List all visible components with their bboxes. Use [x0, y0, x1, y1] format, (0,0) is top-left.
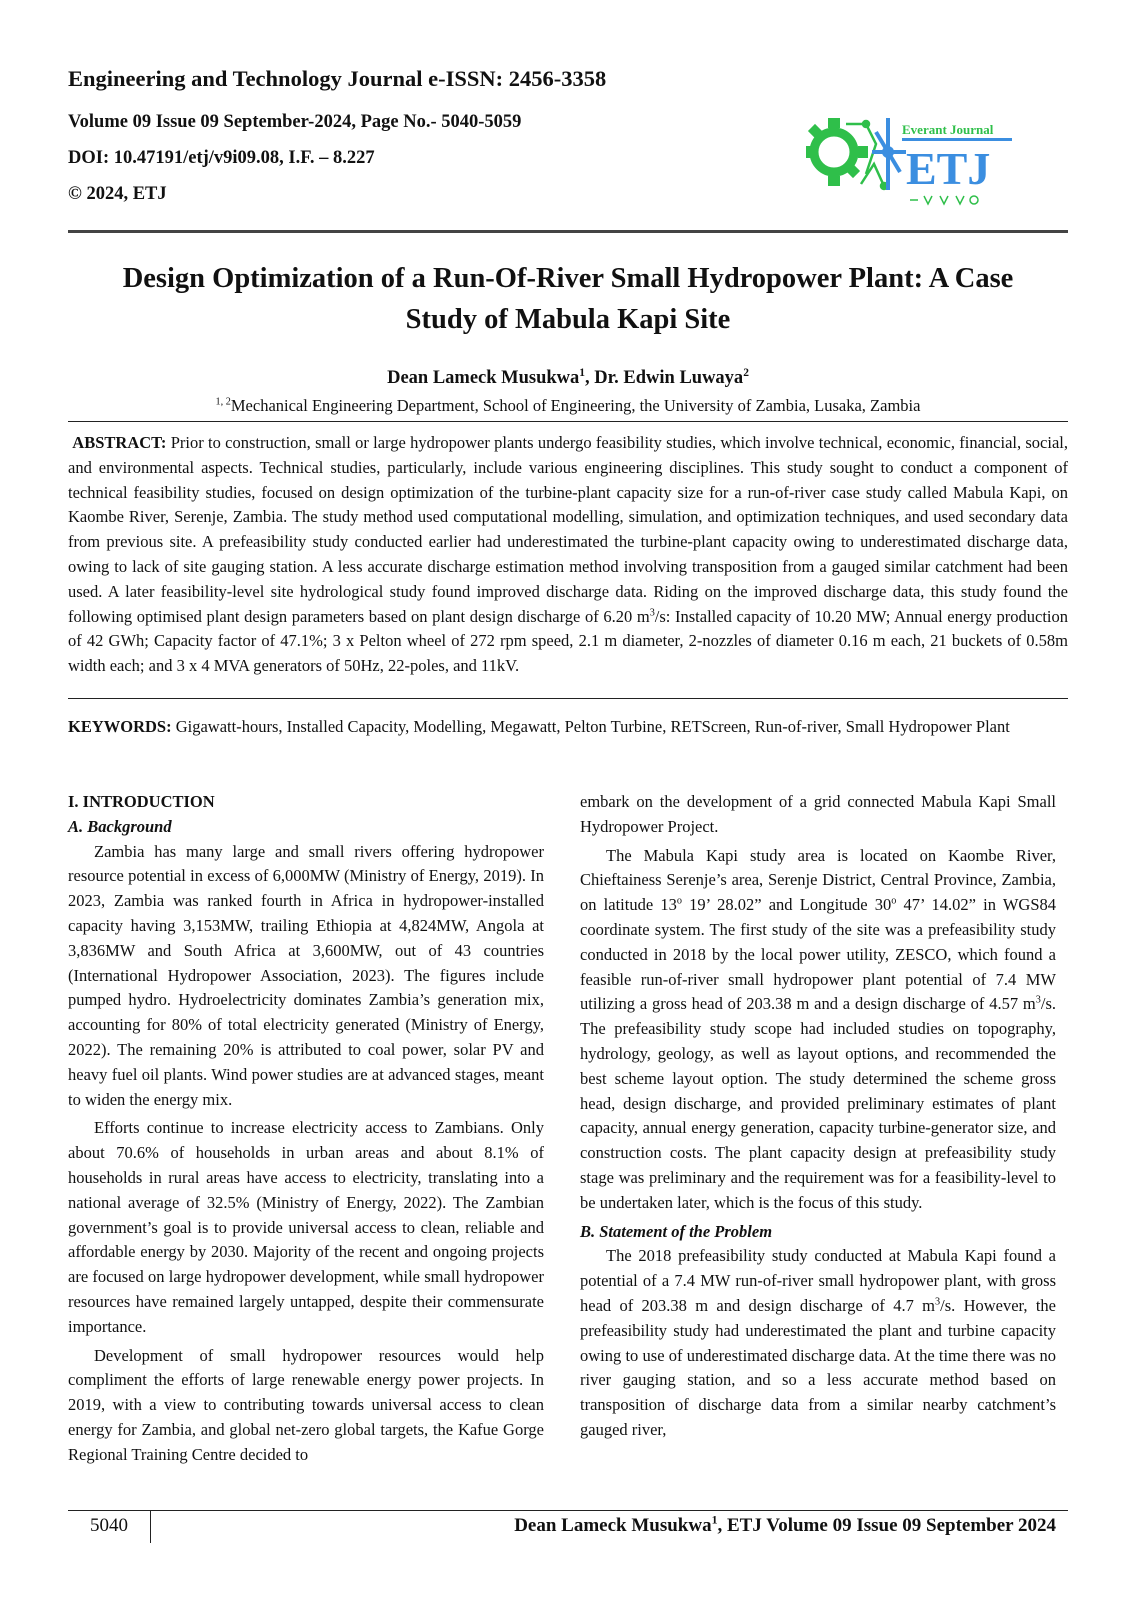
- abstract-top-rule: [68, 421, 1068, 422]
- r2-a: The Mabula Kapi study area is located on Kaombe River, Chieftainess Serenje’s area, Serenje District, Central Province, Zambia, on latitude 13: [580, 845, 1056, 915]
- author-1: Dean Lameck Musukwa: [387, 368, 580, 388]
- r2-b: 19’ 28.02” and Longitude 30: [681, 895, 892, 915]
- affiliation-sup: 1, 2: [215, 396, 231, 408]
- abstract-text-b: /s: Installed capacity of 10.20 MW; Annual energy production of 42 GWh; Capacity factor of 47.1%; 3 x Pelton wheel of 272 rpm speed, 2.1 m diameter, 2-nozzles of diameter 0.16 m each, 21 buckets of 0.58m width each; and 3 x 4 MVA generators of 50Hz, 22-poles, and 11kV.: [68, 606, 1068, 676]
- title-line-2: Study of Mabula Kapi Site: [405, 304, 731, 336]
- keywords-text: Gigawatt-hours, Installed Capacity, Modelling, Megawatt, Pelton Turbine, RETScreen, Run-of-river, Small Hydropower Plant: [171, 717, 1010, 736]
- volume-info: Volume 09 Issue 09 September-2024, Page No.- 5040-5059: [68, 111, 522, 132]
- etj-logo: [806, 104, 1018, 214]
- degree-mark-2: o: [891, 895, 897, 907]
- author-2: , Dr. Edwin Luwaya: [585, 368, 744, 388]
- left-column: [68, 790, 544, 1468]
- author-1-sup: 1: [579, 366, 586, 379]
- degree-mark-1: o: [676, 895, 682, 907]
- r2-sup: 3: [1035, 994, 1041, 1006]
- authors: [68, 368, 1068, 389]
- logo-top-text: Everant Journal: [902, 122, 994, 137]
- right-column: [580, 790, 1056, 1443]
- subsection-heading-background: A. Background: [68, 816, 172, 836]
- author-2-sup: 2: [743, 366, 749, 379]
- footer-rest: , ETJ Volume 09 Issue 09 September 2024: [717, 1515, 1056, 1536]
- subsection-heading-problem: B. Statement of the Problem: [580, 1221, 773, 1241]
- section-heading-introduction: I. INTRODUCTION: [68, 792, 215, 811]
- paragraph-1: Zambia has many large and small rivers offering hydropower resource potential in excess of 6,000MW (Ministry of Energy, 2019). In 2023, Zambia was ranked fourth in Africa in hydropower-installed capacity having 3,153MW, trailing Ethiopia at 4,824MW, Angola at 3,836MW and South Africa at 3,600MW, out of 43 countries (International Hydropower Association, 2023). The figures include pumped hydro. Hydroelectricity dominates Zambia’s generation mix, accounting for 80% of total electricity generated (Ministry of Energy, 2022). The remaining 20% is attributed to coal power, solar PV and heavy fuel oil plants. Wind power studies are at advanced stages, meant to widen the energy mix.: [68, 841, 544, 1109]
- footer-rule: [68, 1510, 1068, 1511]
- header-rule: [68, 230, 1068, 233]
- footer-author: Dean Lameck Musukwa: [514, 1515, 712, 1536]
- paper-title: [68, 258, 1068, 341]
- r3-sup: 3: [935, 1296, 941, 1308]
- doi-info: DOI: 10.47191/etj/v9i09.08, I.F. – 8.227: [68, 148, 375, 169]
- abstract: [68, 431, 1068, 679]
- logo-main-text: ETJ: [906, 143, 991, 194]
- abstract-label: ABSTRACT:: [72, 433, 167, 452]
- paragraph-r1: embark on the development of a grid connected Mabula Kapi Small Hydropower Project.: [580, 792, 1056, 836]
- abstract-bottom-rule: [68, 698, 1068, 699]
- r3-b: /s. However, the prefeasibility study had underestimated the plant and turbine capacity owing to use of underestimated discharge data. At the time there was no river gauging station, and so a less accurate method based on transposition of discharge data from a similar nearby catchment’s gauged river,: [580, 1295, 1056, 1439]
- copyright: © 2024, ETJ: [68, 184, 167, 205]
- title-line-1: Design Optimization of a Run-Of-River Small Hydropower Plant: A Case: [122, 263, 1014, 294]
- keywords-label: KEYWORDS:: [68, 717, 172, 736]
- keywords: [68, 715, 1068, 740]
- footer-divider: [150, 1511, 151, 1543]
- paragraph-2: Efforts continue to increase electricity access to Zambians. Only about 70.6% of households in urban areas and about 8.1% of households in rural areas have access to electricity, translating into a national average of 32.5% (Ministry of Energy, 2022). The Zambian government’s goal is to provide universal access to clean, reliable and affordable energy by 2030. Majority of the recent and ongoing projects are focused on large hydropower development, while small hydropower resources have remained largely untapped, despite their commensurate importance.: [68, 1118, 544, 1336]
- page-number: 5040: [90, 1515, 128, 1536]
- journal-name: Engineering and Technology Journal e-ISSN: 2456-3358: [68, 66, 607, 91]
- journal-header: [68, 66, 708, 206]
- paragraph-r3: [580, 1244, 1056, 1442]
- footer-citation: [514, 1515, 1056, 1537]
- r2-d: /s. The prefeasibility study scope had included studies on topography, hydrology, geology, as well as layout options, and recommended the best scheme layout option. The study determined the scheme gross head, design discharge, and provided preliminary estimates of plant capacity, annual energy generation, capacity turbine-generator size, and construction costs. The plant capacity design at prefeasibility study stage was preliminary and the requirement was for a feasibility-level to be undertaken later, which is the focus of this study.: [580, 994, 1056, 1212]
- gear-icon: [806, 118, 868, 186]
- r3-a: The 2018 prefeasibility study conducted at Mabula Kapi found a potential of a 7.4 MW run-of-river small hydropower plant, with gross head of 203.38 m and design discharge of 4.7 m: [580, 1246, 1056, 1315]
- r2-c: 47’ 14.02” in WGS84 coordinate system. The first study of the site was a prefeasibility study conducted in 2018 by the local power utility, ZESCO, which found a feasible run-of-river small hydropower plant potential of 7.4 MW utilizing a gross head of 203.38 m and a design discharge of 4.57 m: [580, 895, 1057, 1014]
- affiliation-text: Mechanical Engineering Department, School of Engineering, the University of Zambia, Lusaka, Zambia: [230, 396, 921, 415]
- affiliation: [68, 396, 1068, 416]
- paragraph-r2: [580, 844, 1056, 1216]
- footer-author-sup: 1: [711, 1513, 718, 1527]
- abstract-sup: 3: [649, 607, 655, 619]
- paragraph-3: Development of small hydropower resources would help compliment the efforts of large renewable energy power projects. In 2019, with a view to contributing towards universal access to clean energy for Zambia, and global net-zero global targets, the Kafue Gorge Regional Training Centre decided to: [68, 1345, 544, 1464]
- abstract-text-a: Prior to construction, small or large hydropower plants undergo feasibility studies, which involve technical, economic, financial, social, and environmental aspects. Technical studies, particularly, include various engineering disciplines. This study sought to conduct a component of technical feasibility studies, focused on design optimization of the turbine-plant capacity size for a run-of-river case study called Mabula Kapi, on Kaombe River, Serenje, Zambia. The study method used computational modelling, simulation, and optimization techniques, and used secondary data from previous site. A prefeasibility study conducted earlier had underestimated the turbine-plant capacity owing to underestimated discharge data, owing to lack of site gauging station. A less accurate discharge estimation method involving transposition from a gauged similar catchment had been used. A later feasibility-level site hydrological study found improved discharge data. Riding on the improved discharge data, this study found the following optimised plant design parameters based on plant design discharge of 6.20 m: [68, 433, 1069, 626]
